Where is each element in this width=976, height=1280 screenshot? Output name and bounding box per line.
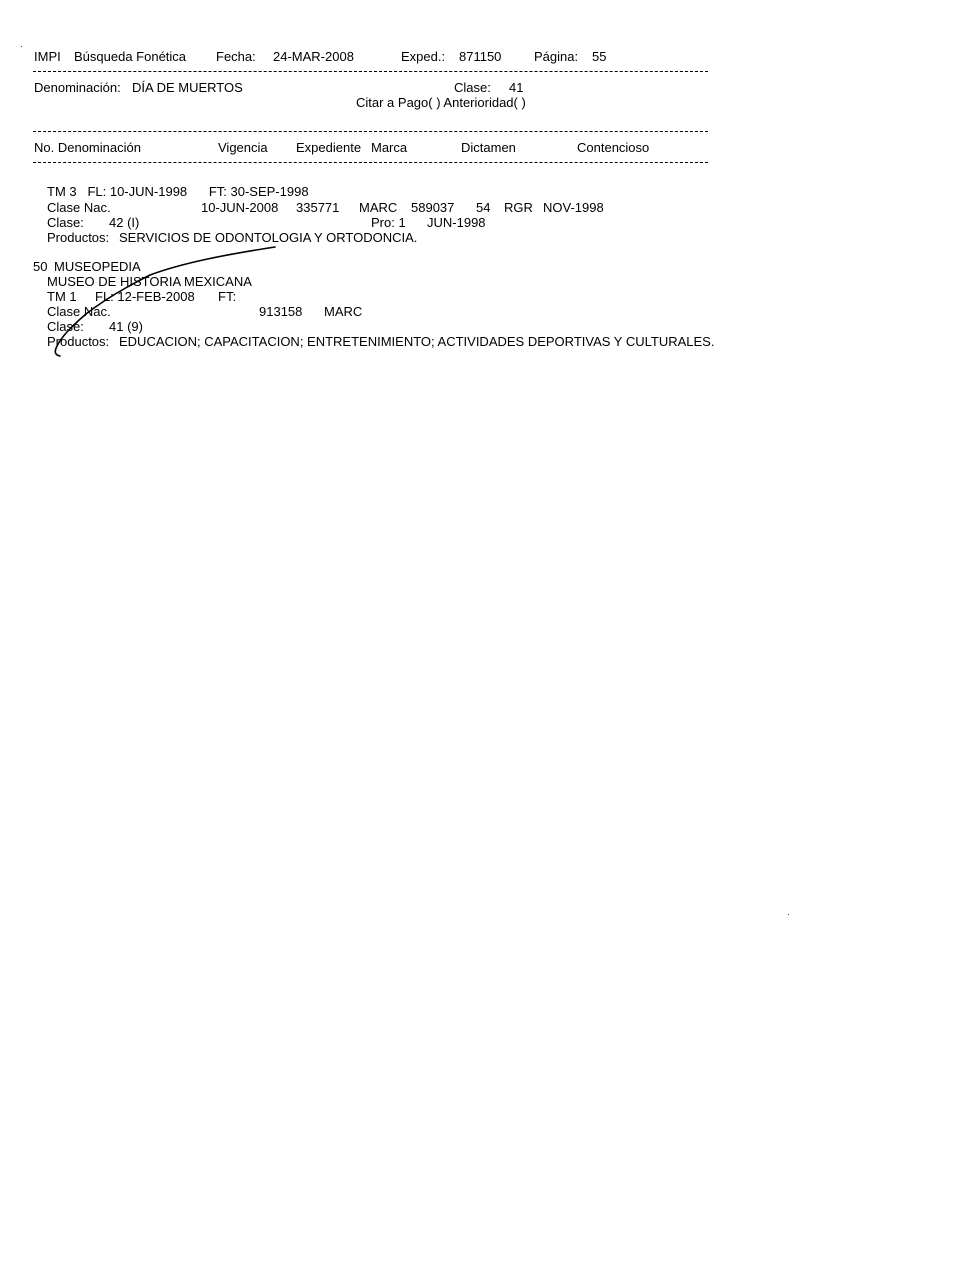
record2-productos-label: Productos: — [47, 334, 110, 349]
record2-number: 50 — [33, 259, 48, 274]
record2-clase-nac-label: Clase Nac. — [47, 304, 111, 319]
record2-fl: FL: 12-FEB-2008 — [95, 289, 195, 304]
search-type: Búsqueda Fonética — [74, 49, 187, 64]
record1-tm-line: TM 3 FL: 10-JUN-1998 FT: 30-SEP-1998 — [47, 184, 309, 199]
record1-pro-date: JUN-1998 — [427, 215, 486, 230]
record1-clase-nac-label: Clase Nac. — [47, 200, 111, 215]
denominacion-label: Denominación: — [34, 80, 121, 95]
record2-tm: TM 1 — [47, 289, 77, 304]
record1-productos-label: Productos: — [47, 230, 110, 245]
record1-clase-label: Clase: — [47, 215, 84, 230]
denominacion-value: DÍA DE MUERTOS — [132, 80, 243, 95]
pagina-value: 55 — [592, 49, 607, 64]
org-label: IMPI — [34, 49, 61, 64]
record2-productos: EDUCACION; CAPACITACION; ENTRETENIMIENTO; ACTIVIDADES DEPORTIVAS Y CULTURALES. — [119, 334, 715, 349]
record1-vigencia: 10-JUN-2008 — [201, 200, 279, 215]
clase-value: 41 — [509, 80, 524, 95]
record1-dictamen-code: 54 — [476, 200, 491, 215]
fecha-label: Fecha: — [216, 49, 256, 64]
record2-clase: 41 (9) — [109, 319, 143, 334]
record1-dictamen-date: NOV-1998 — [543, 200, 604, 215]
record2-name: MUSEOPEDIA — [54, 259, 141, 274]
clase-label: Clase: — [454, 80, 491, 95]
record2-ft: FT: — [218, 289, 237, 304]
column-header-vigencia: Vigencia — [218, 140, 268, 155]
column-header-marca: Marca — [371, 140, 408, 155]
fecha-value: 24-MAR-2008 — [273, 49, 354, 64]
record2-marca: MARC — [324, 304, 363, 319]
record2-clase-label: Clase: — [47, 319, 84, 334]
record1-productos: SERVICIOS DE ODONTOLOGIA Y ORTODONCIA. — [119, 230, 418, 245]
record1-pro: Pro: 1 — [371, 215, 406, 230]
exped-value: 871150 — [459, 49, 502, 64]
record2-subname: MUSEO DE HISTORIA MEXICANA — [47, 274, 252, 289]
pagina-label: Página: — [534, 49, 579, 64]
record1-dictamen-type: RGR — [504, 200, 533, 215]
record2-expediente: 913158 — [259, 304, 303, 319]
column-header-expediente: Expediente — [296, 140, 362, 155]
column-header-contencioso: Contencioso — [577, 140, 650, 155]
exped-label: Exped.: — [401, 49, 446, 64]
speck-dot — [788, 914, 789, 915]
record1-expediente: 335771 — [296, 200, 340, 215]
column-header-dictamen: Dictamen — [461, 140, 516, 155]
record1-registro: 589037 — [411, 200, 455, 215]
citar-line: Citar a Pago( ) Anterioridad( ) — [356, 95, 526, 110]
record1-clase: 42 (I) — [109, 215, 140, 230]
record1-marca: MARC — [359, 200, 398, 215]
column-header-no-denominacion: No. Denominación — [34, 140, 141, 155]
